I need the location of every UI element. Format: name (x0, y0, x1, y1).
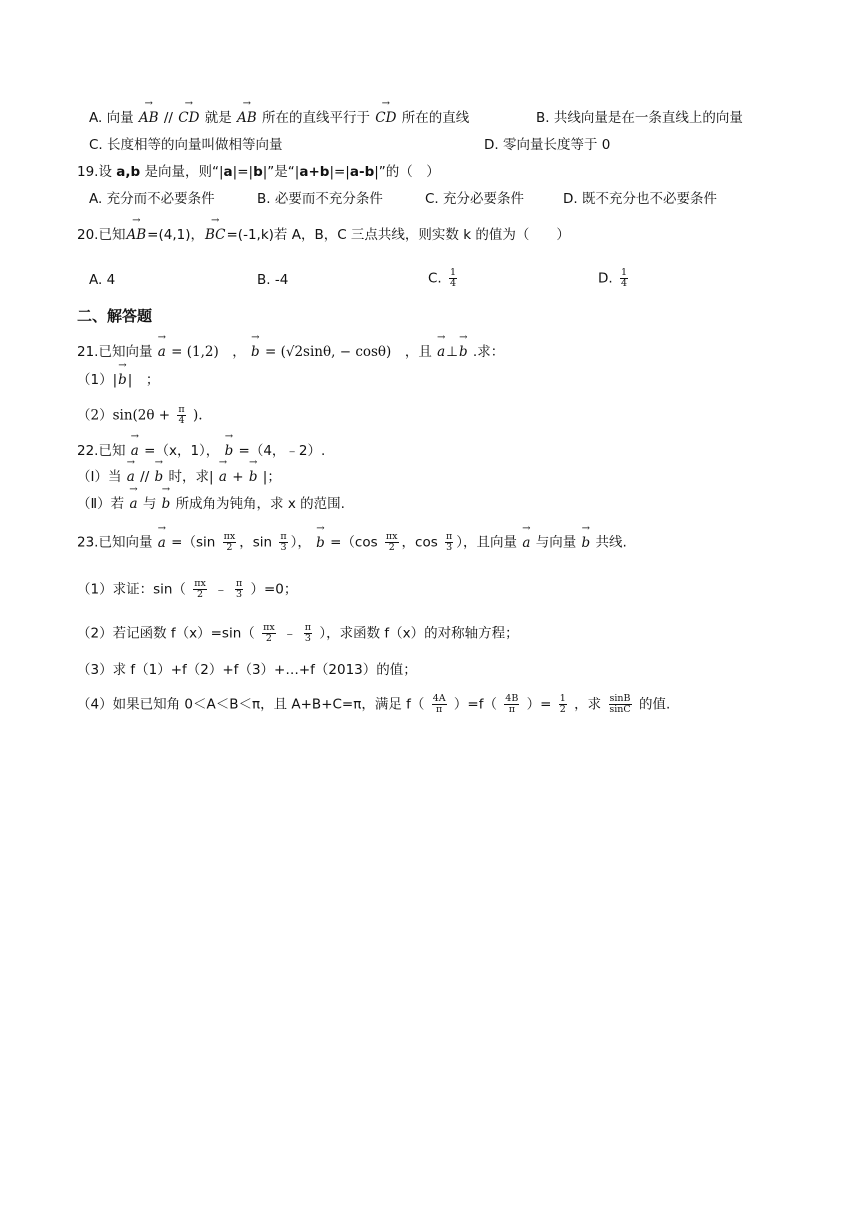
vector-b: → b (154, 467, 165, 487)
plus-symbol: + (232, 469, 244, 485)
fraction-numerator: πx (385, 531, 398, 542)
q23-text: cos (415, 534, 438, 551)
q23-text: ），且向量 (456, 534, 518, 551)
fraction-denominator: 3 (236, 589, 243, 600)
q23-stem (77, 532, 627, 553)
fraction-denominator: sinC (609, 704, 631, 715)
q21-text: .求： (472, 344, 505, 360)
vector-ab: → AB (138, 108, 160, 128)
fraction (262, 623, 276, 644)
fraction (504, 694, 519, 715)
vector-a: → a (157, 342, 167, 362)
q19-bold: a+b (299, 164, 330, 180)
vector-b: → b (315, 533, 326, 553)
fraction-numerator: πx (223, 531, 236, 542)
fraction-denominator: 2 (559, 704, 566, 715)
fraction-denominator: 2 (197, 589, 204, 600)
fraction (223, 532, 237, 553)
fraction-numerator: π (235, 578, 243, 589)
vector-a: → a (130, 441, 140, 461)
q21-part1 (77, 370, 159, 390)
vector-a: → a (521, 533, 531, 553)
fraction-denominator: 2 (388, 542, 395, 553)
q22-a-value: =（x，1）， (144, 443, 220, 459)
parallel-symbol: // (163, 110, 173, 126)
q20-text: =(-1,k)若 A，B，C 三点共线，则实数 k 的值为（ ） (226, 227, 570, 243)
q23-text: ）， (290, 534, 311, 551)
q23-text: =（sin (171, 534, 216, 551)
vector-b: → b (224, 441, 235, 461)
parallel-symbol: // (140, 469, 150, 485)
q23-part4-text: ，求 (574, 696, 602, 713)
fraction (177, 405, 185, 426)
vector-a: → a (218, 467, 228, 487)
q19-bold: a (223, 164, 233, 180)
q21-part2-text: ). (192, 407, 203, 424)
q22-text: 22.已知 (77, 443, 126, 459)
q20-text: 20.已知 (77, 227, 126, 243)
q18-option-b: B. 共线向量是在一条直线上的向量 (536, 110, 743, 126)
q21-part2 (77, 405, 203, 426)
q21-b-value: = (√2sinθ, − cosθ) ，且 (265, 344, 432, 360)
fraction-numerator: 1 (559, 693, 566, 704)
fraction-denominator: 3 (304, 633, 311, 644)
vector-bc: → BC (204, 225, 227, 245)
fraction-denominator: 3 (446, 542, 453, 553)
q23-part3: （3）求 f（1）+f（2）+f（3）+…+f（2013）的值； (77, 662, 417, 678)
q23-part2-text: （2）若记函数 f（x）=sin（ (77, 625, 255, 642)
q23-part4-text: ）=f（ (453, 696, 497, 713)
q18-option-a-text: 所在的直线平行于 (261, 110, 370, 126)
q22-part1-text: （Ⅰ）当 (77, 469, 122, 485)
fraction-numerator: πx (194, 578, 206, 589)
fraction-numerator: 4B (505, 693, 519, 704)
q23-text: 23.已知向量 (77, 534, 153, 551)
q23-text: 与向量 (535, 534, 577, 551)
fraction (193, 579, 207, 600)
q19-text: |”的（ ） (374, 164, 440, 180)
q23-part4-text: （4）如果已知角 0＜A＜B＜π，且 A+B+C=π，满足 f（ (77, 696, 425, 713)
q18-option-a-text: 所在的直线 (401, 110, 470, 126)
fraction-denominator: 4 (178, 415, 185, 426)
q23-text: sin (252, 534, 273, 551)
q20-option-c (428, 268, 460, 289)
q22-part2-text: 与 (142, 496, 157, 512)
q19-option-d: D. 既不充分也不必要条件 (563, 191, 717, 207)
q20-option-d (598, 268, 631, 289)
q23-text: ， (401, 534, 416, 551)
fraction-numerator: π (280, 531, 287, 542)
fraction (235, 579, 243, 600)
q19-option-c: C. 充分必要条件 (425, 191, 525, 207)
q23-part4-text: ）= (526, 696, 552, 713)
q23-text: ， (239, 534, 253, 551)
fraction-numerator: π (446, 531, 453, 542)
q21-stem (77, 342, 504, 362)
q18-option-a-text: A. 向量 (89, 110, 134, 126)
fraction (304, 623, 312, 644)
q19-text: 是向量，则“| (144, 164, 224, 180)
q23-part1-text: ）=0； (250, 581, 298, 598)
vector-b: → b (117, 370, 128, 390)
q20-option-d-label: D. (598, 270, 613, 287)
q18-option-c: C. 长度相等的向量叫做相等向量 (89, 137, 283, 153)
q19-bold: a,b (116, 164, 141, 180)
q22-stem (77, 441, 325, 461)
minus-symbol: ﹣ (282, 625, 297, 642)
q23-part4-text: 的值. (638, 696, 671, 713)
vector-b: → b (458, 342, 469, 362)
q23-text: =（cos (330, 534, 378, 551)
q21-part1-text: （1）| (77, 372, 118, 388)
q22-b-value: =（4，﹣2）. (238, 443, 326, 459)
fraction (445, 532, 453, 553)
vector-a: → a (128, 494, 138, 514)
q19-option-b: B. 必要而不充分条件 (257, 191, 383, 207)
q22-part2 (77, 494, 345, 514)
q23-text: 共线. (595, 534, 627, 551)
fraction-denominator: π (508, 704, 515, 715)
q19-stem (77, 162, 440, 182)
q20-stem (77, 225, 570, 245)
q21-text: 21.已知向量 (77, 344, 153, 360)
fraction-numerator: sinB (609, 693, 631, 704)
q19-option-a: A. 充分而不必要条件 (89, 191, 215, 207)
q21-a-value: = (1,2) ， (171, 344, 246, 360)
fraction-denominator: 4 (620, 278, 628, 289)
vector-ab: → AB (236, 108, 258, 128)
q23-part1-text: （1）求证：sin（ (77, 581, 186, 598)
q21-part1-text: | ； (127, 372, 160, 388)
fraction-numerator: 4A (432, 693, 446, 704)
q20-text: =(4,1)， (147, 227, 204, 243)
q18-option-a-text: 就是 (204, 110, 232, 126)
q21-part2-text: （2）sin(2θ + (77, 407, 171, 424)
q22-part2-text: 所成角为钝角，求 x 的范围. (175, 496, 345, 512)
q22-part2-text: （Ⅱ）若 (77, 496, 125, 512)
vector-a: → a (126, 467, 136, 487)
fraction (559, 694, 567, 715)
fraction-denominator: 3 (280, 542, 287, 553)
vector-cd: → CD (374, 108, 397, 128)
vector-b: → b (250, 342, 261, 362)
q19-text: |=| (232, 164, 254, 180)
vector-b: → b (161, 494, 172, 514)
fraction-denominator: π (436, 704, 443, 715)
q20-option-a: A. 4 (89, 272, 116, 288)
fraction (432, 694, 447, 715)
q19-bold: b (253, 164, 263, 180)
fraction (385, 532, 399, 553)
q19-bold: a-b (349, 164, 375, 180)
q22-part1-text: |； (262, 469, 281, 485)
q22-part1 (77, 467, 281, 487)
q23-part4 (77, 694, 670, 715)
section-heading: 二、解答题 (77, 307, 153, 325)
fraction-numerator: 1 (620, 267, 628, 278)
q20-option-b: B. -4 (257, 272, 289, 288)
vector-ab: → AB (125, 225, 147, 245)
fraction (608, 694, 631, 715)
perp-symbol: ⊥ (446, 344, 458, 360)
vector-b: → b (248, 467, 259, 487)
minus-symbol: ﹣ (214, 581, 228, 598)
fraction-numerator: πx (263, 622, 275, 633)
vector-cd: → CD (177, 108, 200, 128)
fraction-denominator: 4 (450, 278, 457, 289)
fraction-denominator: 2 (265, 633, 272, 644)
q20-option-c-label: C. (428, 270, 442, 287)
vector-a: → a (436, 342, 446, 362)
q19-text: |”是“| (262, 164, 300, 180)
q22-part1-text: 时，求| (168, 469, 214, 485)
q23-part2-text: ），求函数 f（x）的对称轴方程； (319, 625, 519, 642)
q19-text: 19.设 (77, 164, 112, 180)
fraction (449, 268, 457, 289)
q19-text: |=| (329, 164, 350, 180)
fraction-numerator: 1 (450, 267, 457, 278)
q23-part1 (77, 579, 297, 600)
fraction-numerator: π (304, 622, 312, 633)
vector-b: → b (581, 533, 592, 553)
fraction-numerator: π (178, 404, 185, 415)
fraction (620, 268, 628, 289)
vector-a: → a (157, 533, 167, 553)
q23-part2 (77, 623, 519, 644)
q18-option-a (89, 108, 469, 128)
q18-option-d: D. 零向量长度等于 0 (484, 137, 611, 153)
fraction (279, 532, 287, 553)
fraction-denominator: 2 (226, 542, 233, 553)
